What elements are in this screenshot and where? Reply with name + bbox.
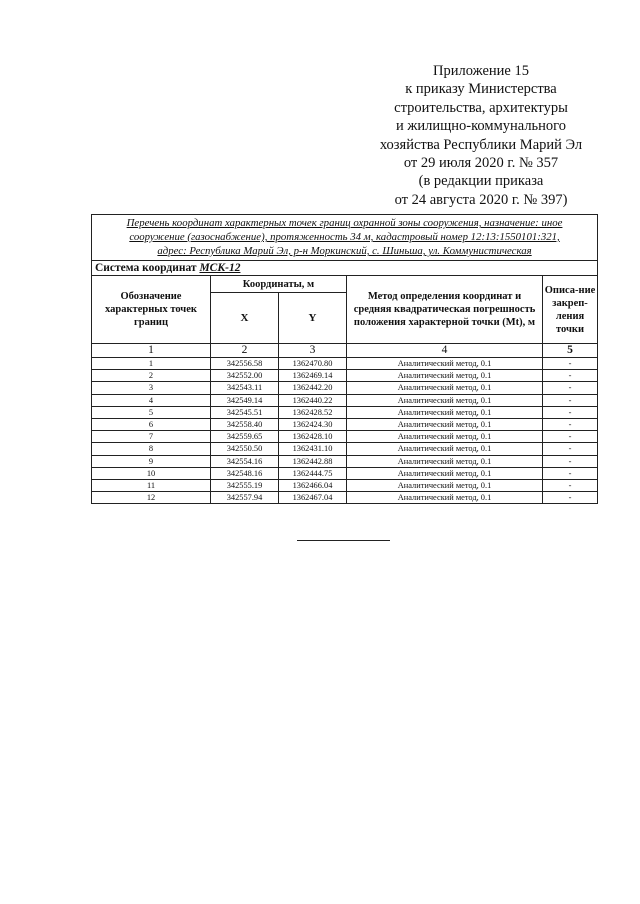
- method-cell: Аналитический метод, 0.1: [347, 443, 543, 455]
- header-line: (в редакции приказа: [418, 173, 544, 190]
- header-line: и жилищно-коммунального: [395, 118, 567, 135]
- table-row: [92, 467, 598, 479]
- fixing-cell: -: [543, 431, 598, 443]
- table-title: [92, 215, 598, 261]
- x-coordinate: 342549.14: [211, 394, 279, 406]
- point-number: 2: [92, 370, 211, 382]
- point-number: 4: [92, 394, 211, 406]
- coordinate-system-label: Система координат: [95, 262, 200, 274]
- y-coordinate: 1362442.20: [279, 382, 347, 394]
- header-coordinates: Координаты, м: [211, 276, 347, 293]
- coordinates-table: [91, 214, 598, 504]
- method-cell: Аналитический метод, 0.1: [347, 382, 543, 394]
- y-coordinate: 1362469.14: [279, 370, 347, 382]
- method-cell: Аналитический метод, 0.1: [347, 406, 543, 418]
- fixing-cell: -: [543, 479, 598, 491]
- x-coordinate: 342559.65: [211, 431, 279, 443]
- fixing-cell: -: [543, 492, 598, 504]
- table-row: [92, 358, 598, 370]
- y-coordinate: 1362428.10: [279, 431, 347, 443]
- x-coordinate: 342548.16: [211, 467, 279, 479]
- column-number: 5: [543, 344, 598, 358]
- fixing-cell: -: [543, 370, 598, 382]
- x-coordinate: 342543.11: [211, 382, 279, 394]
- fixing-cell: -: [543, 443, 598, 455]
- table-row: [92, 443, 598, 455]
- appendix-header: [350, 62, 612, 209]
- fixing-cell: -: [543, 382, 598, 394]
- y-coordinate: 1362431.10: [279, 443, 347, 455]
- table-title-line: Перечень координат характерных точек границ охранной зоны сооружения, назначение: иное: [126, 217, 563, 229]
- fixing-cell: -: [543, 394, 598, 406]
- y-coordinate: 1362442.88: [279, 455, 347, 467]
- table-row: [92, 479, 598, 491]
- header-point-designation: Обозначение характерных точек границ: [92, 276, 211, 344]
- column-number: 4: [347, 344, 543, 358]
- header-fixing: Описа-ние закреп-ления точки: [543, 276, 598, 344]
- x-coordinate: 342555.19: [211, 479, 279, 491]
- method-cell: Аналитический метод, 0.1: [347, 431, 543, 443]
- y-coordinate: 1362466.04: [279, 479, 347, 491]
- column-number: 1: [92, 344, 211, 358]
- table-body: [92, 358, 598, 504]
- x-coordinate: 342556.58: [211, 358, 279, 370]
- method-cell: Аналитический метод, 0.1: [347, 418, 543, 430]
- x-coordinate: 342557.94: [211, 492, 279, 504]
- coordinates-table-wrapper: [91, 214, 597, 504]
- header-y: Y: [279, 293, 347, 344]
- point-number: 12: [92, 492, 211, 504]
- point-number: 10: [92, 467, 211, 479]
- fixing-cell: -: [543, 406, 598, 418]
- method-cell: Аналитический метод, 0.1: [347, 467, 543, 479]
- table-row: [92, 455, 598, 467]
- header-line: хозяйства Республики Марий Эл: [379, 136, 583, 153]
- point-number: 9: [92, 455, 211, 467]
- point-number: 7: [92, 431, 211, 443]
- column-number: 2: [211, 344, 279, 358]
- point-number: 8: [92, 443, 211, 455]
- point-number: 5: [92, 406, 211, 418]
- header-x: X: [211, 293, 279, 344]
- closing-line: [297, 540, 390, 541]
- fixing-cell: -: [543, 418, 598, 430]
- table-row: [92, 406, 598, 418]
- x-coordinate: 342550.50: [211, 443, 279, 455]
- method-cell: Аналитический метод, 0.1: [347, 394, 543, 406]
- method-cell: Аналитический метод, 0.1: [347, 479, 543, 491]
- table-row: [92, 394, 598, 406]
- y-coordinate: 1362444.75: [279, 467, 347, 479]
- table-row: [92, 431, 598, 443]
- x-coordinate: 342545.51: [211, 406, 279, 418]
- y-coordinate: 1362440.22: [279, 394, 347, 406]
- y-coordinate: 1362467.04: [279, 492, 347, 504]
- point-number: 11: [92, 479, 211, 491]
- header-line: от 24 августа 2020 г. № 397): [394, 191, 568, 208]
- method-cell: Аналитический метод, 0.1: [347, 455, 543, 467]
- x-coordinate: 342554.16: [211, 455, 279, 467]
- table-title-line: адрес: Республика Марий Эл, р-н Моркинский, с. Шиньша, ул. Коммунистическая: [157, 245, 532, 257]
- x-coordinate: 342552.00: [211, 370, 279, 382]
- header-line: строительства, архитектуры: [394, 99, 568, 116]
- fixing-cell: -: [543, 467, 598, 479]
- header-line: от 29 июля 2020 г. № 357: [403, 155, 559, 172]
- point-number: 6: [92, 418, 211, 430]
- column-number: 3: [279, 344, 347, 358]
- fixing-cell: -: [543, 455, 598, 467]
- table-row: [92, 418, 598, 430]
- table-row: [92, 370, 598, 382]
- column-numbers-row: [92, 344, 598, 358]
- table-row: [92, 382, 598, 394]
- coordinate-system-value: МСК-12: [199, 262, 241, 274]
- method-cell: Аналитический метод, 0.1: [347, 370, 543, 382]
- method-cell: Аналитический метод, 0.1: [347, 358, 543, 370]
- table-row: [92, 492, 598, 504]
- method-cell: Аналитический метод, 0.1: [347, 492, 543, 504]
- y-coordinate: 1362428.52: [279, 406, 347, 418]
- y-coordinate: 1362424.30: [279, 418, 347, 430]
- header-line: Приложение 15: [433, 63, 529, 79]
- header-line: к приказу Министерства: [405, 81, 557, 98]
- header-method: Метод определения координат и средняя квадратическая погрешность положения характерной точки (Mt), м: [347, 276, 543, 344]
- coordinate-system: [92, 261, 598, 276]
- point-number: 1: [92, 358, 211, 370]
- point-number: 3: [92, 382, 211, 394]
- fixing-cell: -: [543, 358, 598, 370]
- x-coordinate: 342558.40: [211, 418, 279, 430]
- table-title-line: сооружение (газоснабжение), протяженность 34 м, кадастровый номер 12:13:1550101:321,: [129, 231, 560, 243]
- y-coordinate: 1362470.80: [279, 358, 347, 370]
